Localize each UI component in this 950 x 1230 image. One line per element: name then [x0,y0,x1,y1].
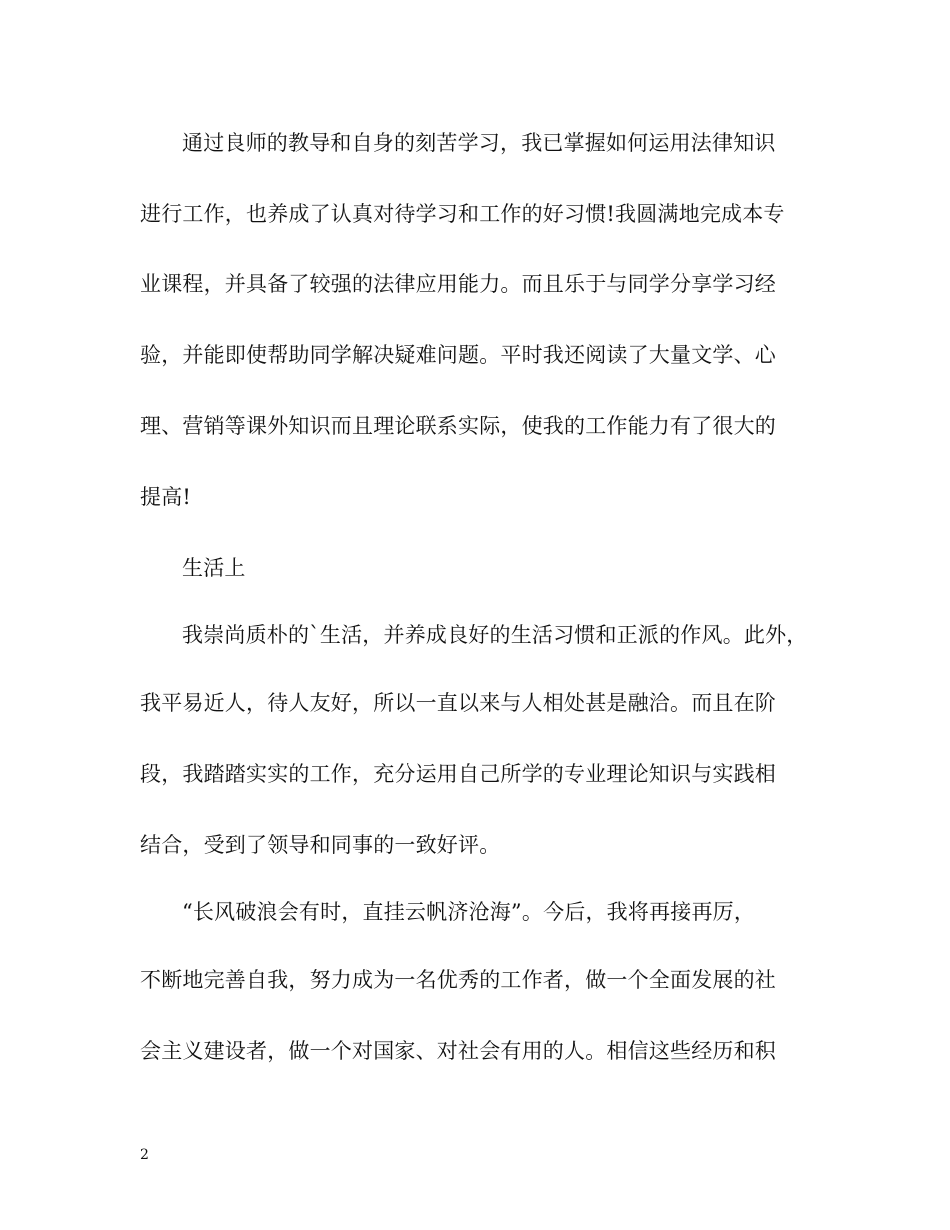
paragraph-line: 我崇尚质朴的`生活，并养成良好的生活习惯和正派的作风。此外， [182,623,808,647]
paragraph-line: 不断地完善自我，努力成为一名优秀的工作者，做一个全面发展的社 [140,968,776,992]
paragraph-line: 结合，受到了领导和同事的一致好评。 [140,833,501,857]
section-heading: 生活上 [182,556,246,580]
paragraph-line: 进行工作，也养成了认真对待学习和工作的好习惯!我圆满地完成本专 [140,202,785,226]
paragraph-line: 验，并能即使帮助同学解决疑难问题。平时我还阅读了大量文学、心 [140,343,776,367]
paragraph-line: 理、营销等课外知识而且理论联系实际，使我的工作能力有了很大的 [140,414,776,438]
paragraph-line: 通过良师的教导和自身的刻苦学习，我已掌握如何运用法律知识 [182,131,776,155]
paragraph-line: 会主义建设者，做一个对国家、对社会有用的人。相信这些经历和积 [140,1039,776,1063]
page-number: 2 [140,1147,149,1163]
paragraph-line: “长风破浪会有时，直挂云帆济沧海”。今后，我将再接再厉， [182,900,756,924]
paragraph-line: 段，我踏踏实实的工作，充分运用自己所学的专业理论知识与实践相 [140,762,776,786]
paragraph-line: 业课程，并具备了较强的法律应用能力。而且乐于与同学分享学习经 [140,272,776,296]
paragraph-line: 提高! [140,485,192,509]
paragraph-line: 我平易近人，待人友好，所以一直以来与人相处甚是融洽。而且在阶 [140,691,776,715]
